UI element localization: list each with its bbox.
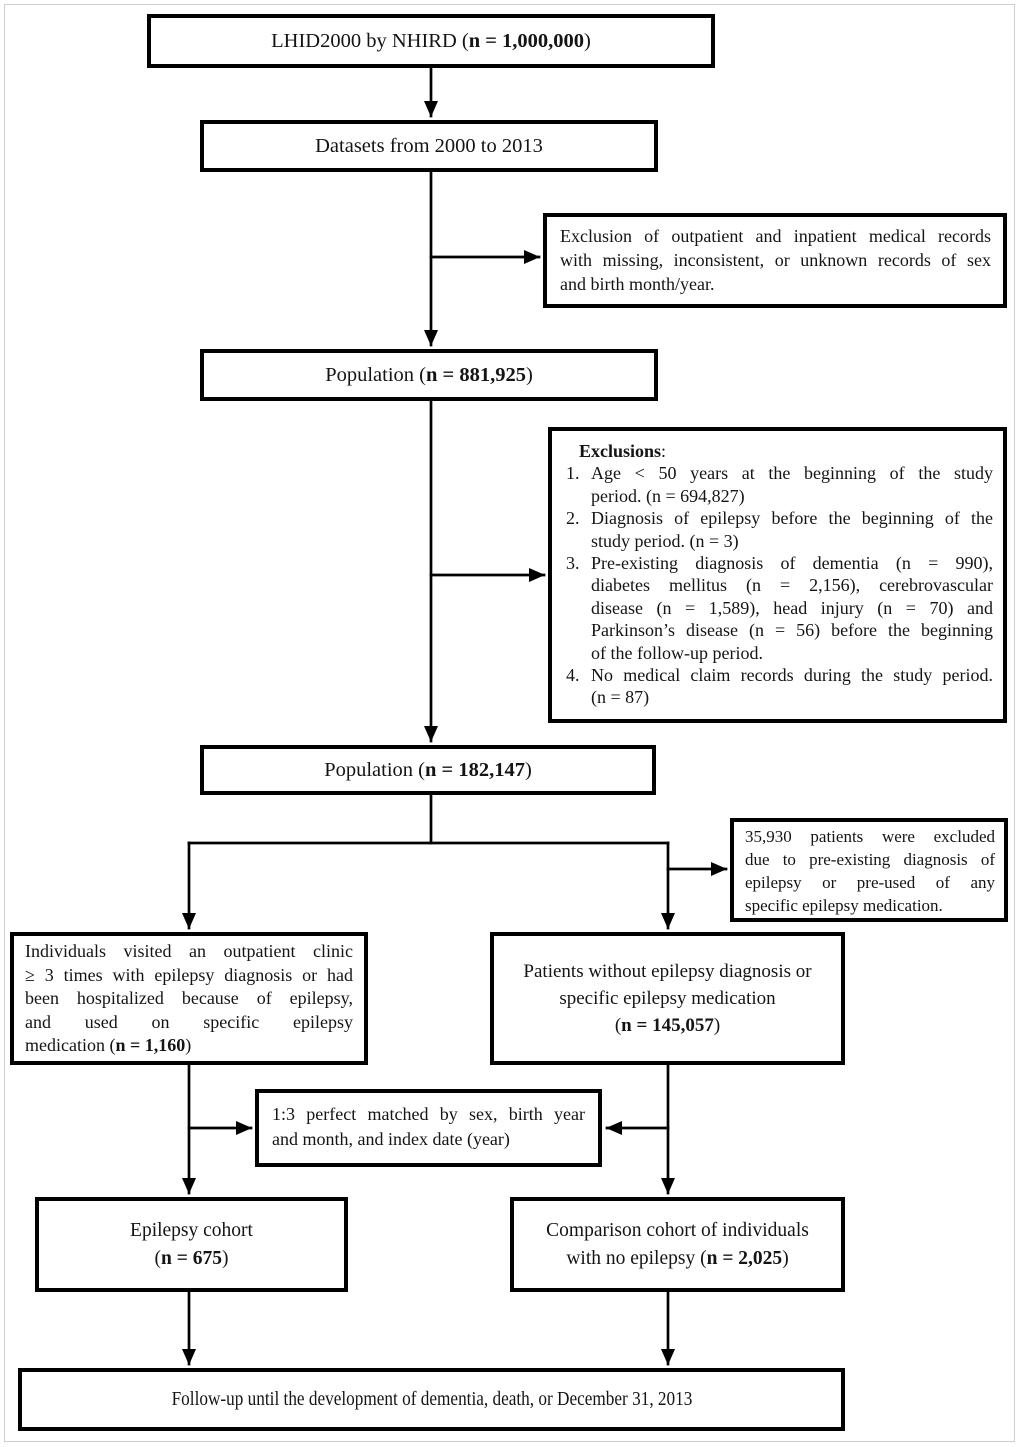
text-line: ≥ 3 times with epilepsy diagnosis or had xyxy=(25,964,353,985)
item-number: 2. xyxy=(566,508,580,529)
text-segment: ) xyxy=(525,363,533,386)
text-line xyxy=(25,1034,353,1058)
n-value: n = 182,147 xyxy=(425,758,525,781)
text-segment: Diagnosis of epilepsy before the beginning of the xyxy=(591,508,993,529)
n-value: n = 881,925 xyxy=(426,363,526,386)
text-line: epilepsy or pre-used of any xyxy=(745,873,995,892)
text-line: and used on specific epilepsy xyxy=(25,1011,353,1032)
comparison-cohort-text xyxy=(546,1217,809,1273)
text-line xyxy=(546,1245,809,1273)
text-segment: Population ( xyxy=(324,758,425,781)
excluded-35930-box xyxy=(730,818,1008,922)
epilepsy-cohort-text xyxy=(130,1217,253,1273)
comparison-cohort-box xyxy=(510,1197,845,1292)
text-segment: ( xyxy=(154,1247,162,1269)
population-182147-box xyxy=(200,745,656,795)
text-line: Epilepsy cohort xyxy=(130,1219,253,1241)
text-line: study period. (n = 3) xyxy=(591,530,739,551)
text-line: with missing, inconsistent, or unknown records of sex xyxy=(560,250,991,270)
text-segment: ( xyxy=(614,1015,622,1036)
text-line xyxy=(523,1012,811,1039)
item-number: 4. xyxy=(566,665,580,686)
text-segment: ) xyxy=(221,1247,229,1269)
text-line: (n = 87) xyxy=(591,687,650,708)
text-line: disease (n = 1,589), head injury (n = 70) and xyxy=(591,597,993,618)
matching-box xyxy=(255,1089,602,1167)
text-line: diabetes mellitus (n = 2,156), cerebrovascular xyxy=(591,575,993,596)
patients-text xyxy=(523,958,811,1039)
text-line xyxy=(566,462,993,484)
records-exclusion-box xyxy=(543,213,1007,308)
text-segment: ) xyxy=(713,1015,721,1036)
text-segment: Exclusions xyxy=(579,441,662,461)
datasets-box xyxy=(200,120,658,172)
text-segment: : xyxy=(661,441,667,461)
exclusion-item-1 xyxy=(566,462,993,507)
population1-text xyxy=(325,364,533,387)
item-number: 3. xyxy=(566,553,580,574)
text-line: and month, and index date (year) xyxy=(272,1129,510,1149)
text-line: period. (n = 694,827) xyxy=(591,485,745,506)
text-line: Individuals visited an outpatient clinic xyxy=(25,941,353,961)
lhid2000-box xyxy=(147,14,715,68)
text-line xyxy=(566,507,993,529)
text-line: 35,930 patients were excluded xyxy=(745,827,995,846)
text-line: and birth month/year. xyxy=(560,274,715,294)
item-number: 1. xyxy=(566,463,580,484)
text-segment: LHID2000 by NHIRD ( xyxy=(271,29,469,52)
text-line: of the follow-up period. xyxy=(591,642,763,663)
text-line: due to pre-existing diagnosis of xyxy=(745,850,995,869)
text-line: specific epilepsy medication. xyxy=(745,896,943,915)
follow-up-box xyxy=(18,1368,845,1431)
exclusions-list-box xyxy=(548,427,1007,723)
n-value: n = 1,000,000 xyxy=(468,29,585,52)
lhid2000-text xyxy=(271,30,591,53)
exclusions-title xyxy=(579,440,993,462)
follow-up-text: Follow-up until the development of dementia, death, or December 31, 2013 xyxy=(171,1388,692,1410)
text-segment: Pre-existing diagnosis of dementia (n = 990), xyxy=(591,553,993,574)
exclusion-item-4 xyxy=(566,664,993,709)
exclusion-item-3 xyxy=(566,552,993,664)
text-line: Parkinson’s disease (n = 56) before the beginning xyxy=(591,620,993,641)
text-line xyxy=(566,552,993,574)
n-value: n = 675 xyxy=(161,1247,222,1269)
text-line xyxy=(566,664,993,686)
text-segment: Population ( xyxy=(325,363,426,386)
n-value: n = 2,025 xyxy=(706,1247,783,1269)
text-line xyxy=(130,1245,253,1273)
text-line: Exclusion of outpatient and inpatient medical records xyxy=(560,226,991,246)
n-value: n = 145,057 xyxy=(621,1015,714,1036)
text-line: Patients without epilepsy diagnosis or xyxy=(523,961,812,982)
text-segment: Age < 50 years at the beginning of the study xyxy=(591,463,993,484)
text-line: been hospitalized because of epilepsy, xyxy=(25,988,353,1008)
text-segment: No medical claim records during the study period. xyxy=(591,665,993,686)
no-epilepsy-patients-box xyxy=(490,932,845,1065)
population2-text xyxy=(324,759,532,782)
text-segment: ) xyxy=(524,758,532,781)
text-segment: ) xyxy=(584,29,591,52)
text-segment: medication ( xyxy=(25,1035,116,1055)
text-segment: ) xyxy=(782,1247,789,1269)
text-line: 1:3 perfect matched by sex, birth year xyxy=(272,1104,585,1124)
datasets-text: Datasets from 2000 to 2013 xyxy=(315,134,543,157)
epilepsy-cohort-box xyxy=(35,1197,348,1292)
text-segment: ) xyxy=(185,1035,192,1055)
population-881925-box xyxy=(200,349,658,401)
text-line: specific epilepsy medication xyxy=(559,988,776,1009)
text-segment: with no epilepsy ( xyxy=(566,1247,707,1269)
epilepsy-individuals-box xyxy=(10,932,368,1065)
n-value: n = 1,160 xyxy=(115,1035,186,1055)
exclusion-item-2 xyxy=(566,507,993,552)
text-line: Comparison cohort of individuals xyxy=(546,1219,809,1241)
